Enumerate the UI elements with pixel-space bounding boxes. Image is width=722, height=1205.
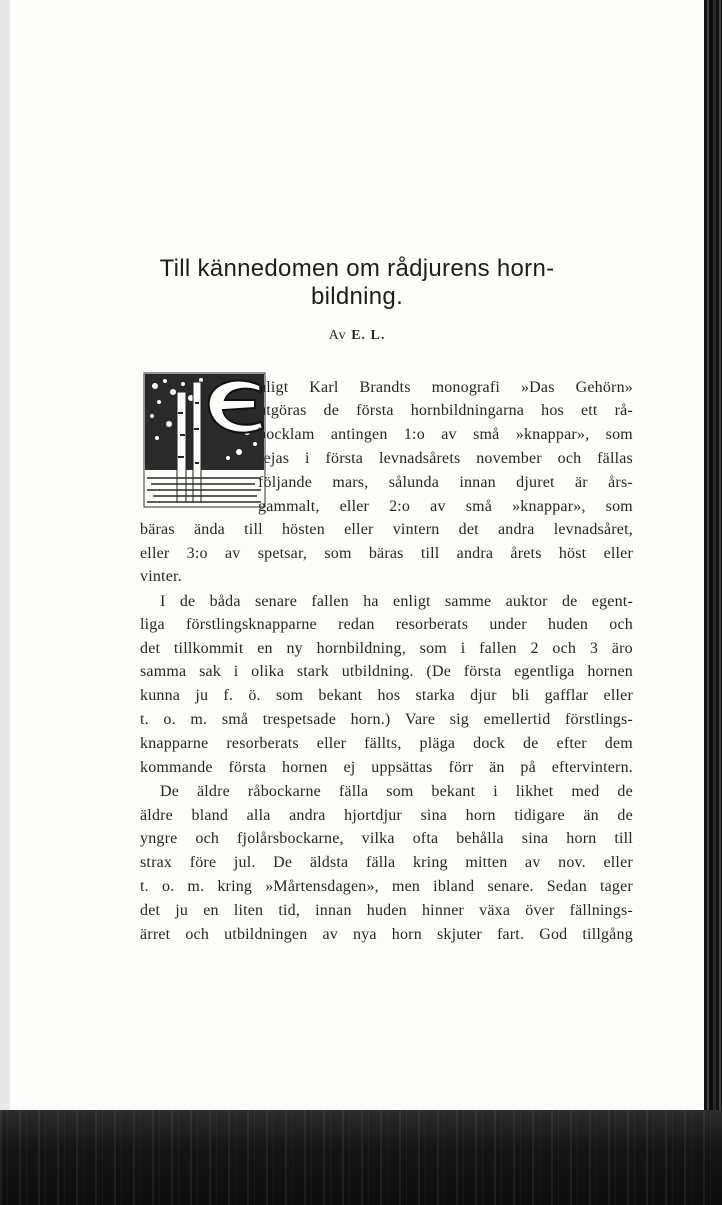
title-line-1: Till kännedomen om rådjurens horn- bbox=[159, 255, 555, 282]
document-page bbox=[10, 0, 704, 1110]
text-line: kommande första hornen ej uppsättas förr än på eftervintern. bbox=[140, 759, 633, 776]
title-line-2: bildning. bbox=[310, 283, 404, 310]
text-line: vinter. bbox=[140, 568, 182, 585]
text-line: t. o. m. små trespetsade horn.) Vare sig emellertid förstlings- bbox=[140, 711, 633, 728]
byline-prefix: Av bbox=[328, 328, 347, 343]
text-line: äldre bland alla andra hjortdjur sina horn tidigare än de bbox=[140, 807, 633, 824]
text-line: följande mars, sålunda innan djuret är års- bbox=[258, 474, 633, 491]
scan-right-edge bbox=[704, 0, 722, 1205]
text-line: det tillkommit en ny hornbildning, som i fallen 2 och 3 äro bbox=[140, 640, 633, 657]
text-line: I de båda senare fallen ha enligt samme auktor de egent- bbox=[160, 593, 633, 610]
byline-author: E. L. bbox=[351, 328, 386, 343]
text-line: yngre och fjolårsbockarne, vilka ofta behålla sina horn till bbox=[140, 830, 633, 847]
byline bbox=[10, 328, 704, 344]
text-line: bäras ända till hösten eller vintern det andra levnadsåret, bbox=[140, 521, 633, 538]
article-title bbox=[10, 255, 704, 311]
text-line: eller 3:o av spetsar, som bäras till andra årets höst eller bbox=[140, 545, 633, 562]
text-line: knapparne resorberats eller fällts, pläga dock de efter dem bbox=[140, 735, 633, 752]
text-line: nligt Karl Brandts monografi »Das Gehörn» bbox=[258, 379, 633, 396]
text-line: De äldre råbockarne fälla som bekant i likhet med de bbox=[160, 783, 633, 800]
text-line: fejas i första levnadsårets november och fällas bbox=[258, 450, 633, 467]
text-line: bocklam antingen 1:o av små »knappar», som bbox=[258, 426, 633, 443]
text-line: kunna ju f. ö. som bekant hos starka djur bli gafflar eller bbox=[140, 687, 633, 704]
text-line: t. o. m. kring »Mårtensdagen», men ibland senare. Sedan tager bbox=[140, 878, 633, 895]
scan-left-edge bbox=[0, 0, 10, 1205]
text-line: utgöras de första hornbildningarna hos ett rå- bbox=[258, 402, 633, 419]
dropcap-letter-e-icon bbox=[143, 372, 266, 508]
text-line: ärret och utbildningen av nya horn skjuter fart. God tillgång bbox=[140, 926, 633, 943]
scan-bottom-edge bbox=[0, 1110, 722, 1205]
text-line: gammalt, eller 2:o av små »knappar», som bbox=[258, 498, 633, 515]
text-line: liga förstlingsknapparne redan resorberats under huden och bbox=[140, 616, 633, 633]
text-line: strax före jul. De äldsta fälla kring mitten av nov. eller bbox=[140, 854, 633, 871]
text-line: det ju en liten tid, innan huden hinner växa över fällnings- bbox=[140, 902, 633, 919]
text-line: samma sak i olika stark utbildning. (De första egentliga hornen bbox=[140, 663, 633, 680]
